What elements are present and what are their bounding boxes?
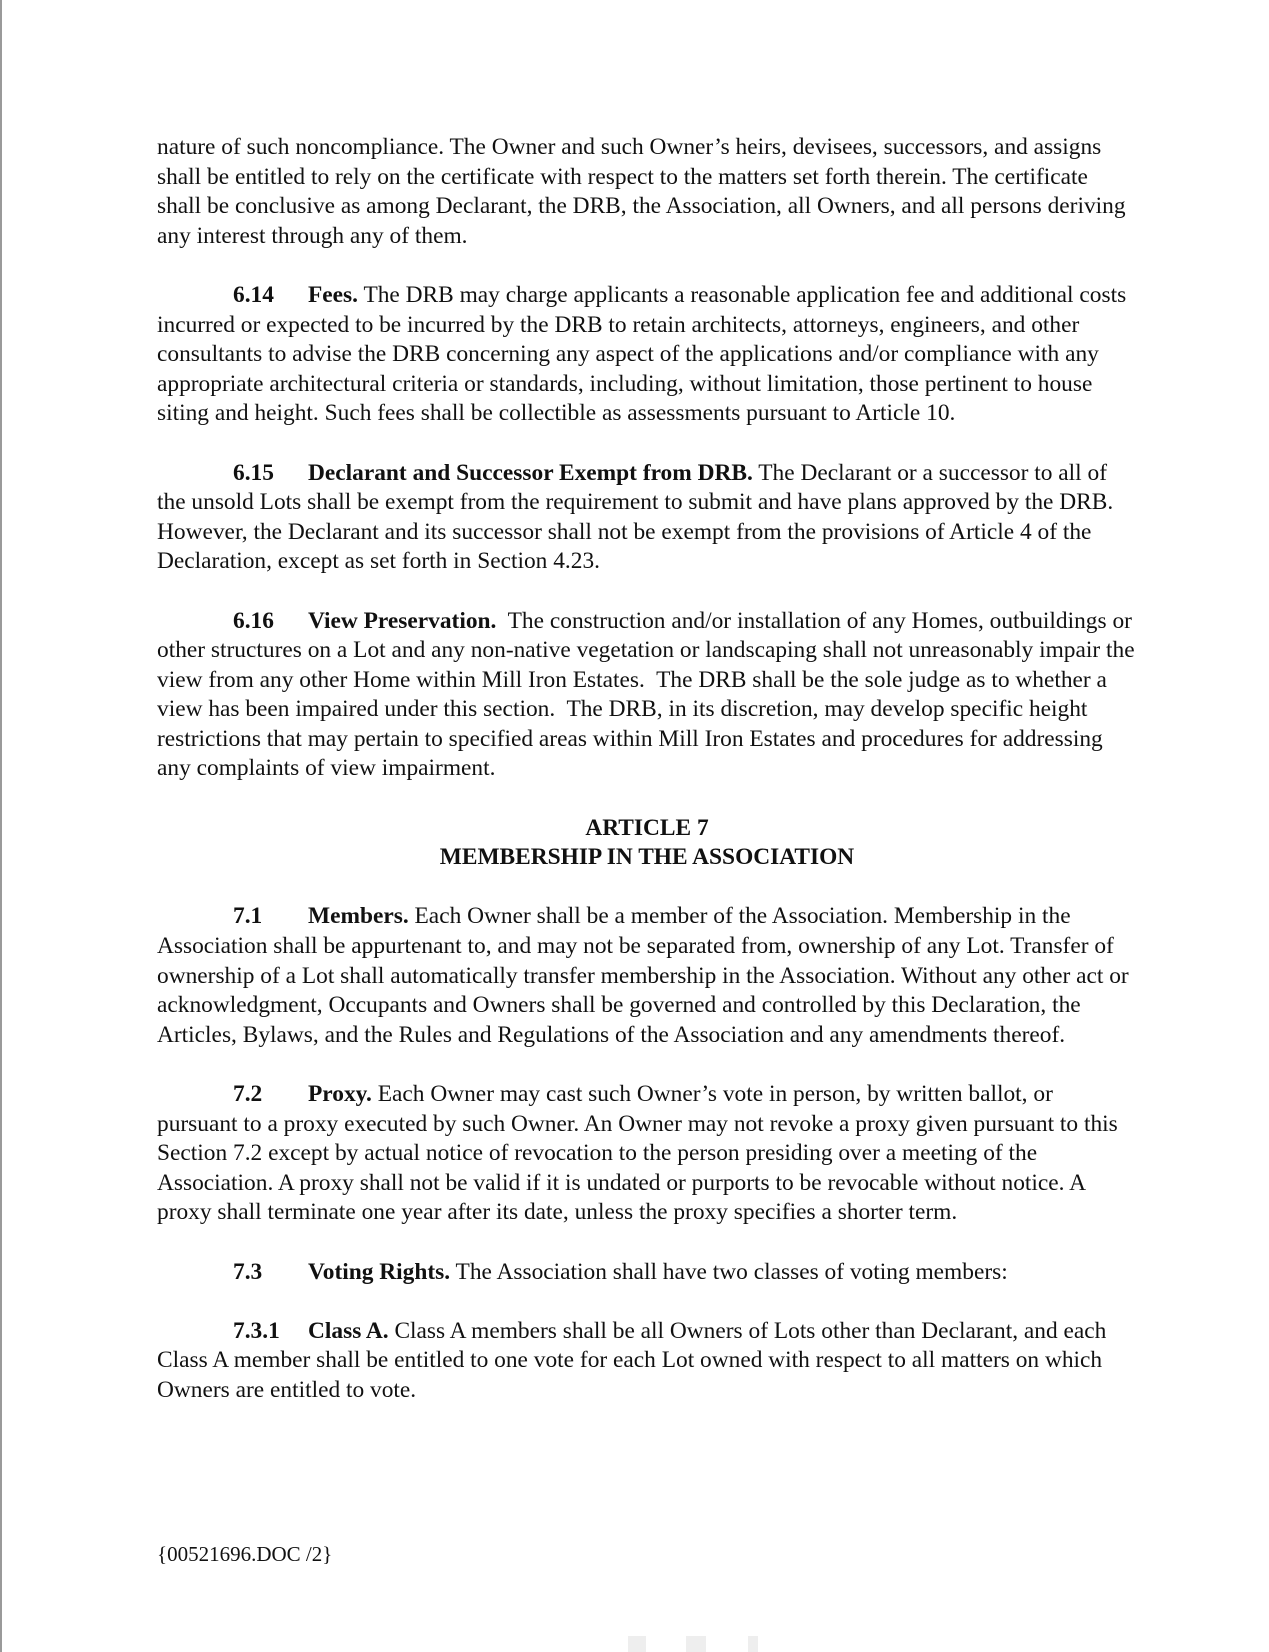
section-7-2 <box>157 1080 1137 1228</box>
section-heading: Proxy. <box>308 1081 372 1107</box>
section-6-14 <box>157 281 1137 429</box>
section-6-16 <box>157 607 1141 785</box>
section-number: 6.15 <box>233 459 274 486</box>
section-text: The Declarant or a successor to all of the unsold Lots shall be exempt from the requirement to submit and have plans approved by the DRB. However, the Declarant and its successor shall not be exempt from the provisions of Article 4 of the Declaration, except as set forth in Section 4.23. <box>157 459 1114 575</box>
section-number: 7.1 <box>233 903 263 930</box>
section-number: 7.2 <box>233 1081 263 1107</box>
section-6-15 <box>157 459 1137 577</box>
scan-artifact <box>686 1636 706 1652</box>
section-number: 6.16 <box>233 607 274 634</box>
section-7-3 <box>157 1258 1137 1288</box>
section-7-3-1 <box>157 1317 1137 1406</box>
scan-artifact <box>628 1636 646 1652</box>
section-text: Each Owner may cast such Owner’s vote in person, by written ballot, or pursuant to a proxy executed by such Owner. An Owner may not revoke a proxy given pursuant to this Section 7.2 except by actual notice of revocation to the person presiding over a meeting of the Association. A proxy shall not be valid if it is undated or purports to be revocable without notice. A proxy shall terminate one year after its date, unless the proxy specifies a shorter term. <box>157 1081 1118 1226</box>
section-heading: Members. <box>308 903 409 930</box>
article-title: MEMBERSHIP IN THE ASSOCIATION <box>439 844 855 871</box>
section-number: 7.3 <box>233 1258 263 1285</box>
section-text: The construction and/or installation of any Homes, outbuildings or other structures on a Lot and any non-native vegetation or landscaping shall not unreasonably impair the view from any other Home within Mill Iron Estates. The DRB shall be the sole judge as to whether a view has been impaired under this section. The DRB, in its discretion, may develop specific height restrictions that may pertain to specified areas within Mill Iron Estates and procedures for addressing any complaints of view impairment. <box>157 607 1141 782</box>
section-heading: Fees. <box>308 281 359 308</box>
section-text: The Association shall have two classes of voting members: <box>450 1258 1008 1285</box>
section-heading: Class A. <box>308 1317 389 1344</box>
section-heading: View Preservation. <box>308 607 497 634</box>
section-text: Class A members shall be all Owners of Lots other than Declarant, and each Class A member shall be entitled to one vote for each Lot owned with respect to all matters on which Owners are entitled to vote. <box>157 1317 1107 1403</box>
section-number: 6.14 <box>233 281 274 308</box>
section-7-1 <box>157 902 1137 1050</box>
article-heading <box>157 814 1137 873</box>
section-heading: Declarant and Successor Exempt from DRB. <box>308 459 753 486</box>
section-heading: Voting Rights. <box>308 1258 451 1285</box>
article-number: ARTICLE 7 <box>585 814 709 841</box>
section-text: The DRB may charge applicants a reasonable application fee and additional costs incurred or expected to be incurred by the DRB to retain architects, attorneys, engineers, and other consultants to advise the DRB concerning any aspect of the applications and/or compliance with any appropriate architectural criteria or standards, including, without limitation, those pertinent to house siting and height. Such fees shall be collectible as assessments pursuant to Article 10. <box>157 281 1127 427</box>
document-footer: {00521696.DOC /2} <box>157 1542 333 1566</box>
scan-artifact <box>748 1636 758 1652</box>
document-page <box>157 133 1141 1435</box>
scan-left-edge <box>0 0 2 1652</box>
section-number: 7.3.1 <box>233 1317 280 1344</box>
section-text: Each Owner shall be a member of the Association. Membership in the Association shall be appurtenant to, and may not be separated from, ownership of any Lot. Transfer of ownership of a Lot shall automatically transfer membership in the Association. Without any other act or acknowledgment, Occupants and Owners shall be governed and controlled by this Declaration, the Articles, Bylaws, and the Rules and Regulations of the Association and any amendments thereof. <box>157 903 1129 1048</box>
opening-paragraph: nature of such noncompliance. The Owner and such Owner’s heirs, devisees, successors, and assigns shall be entitled to rely on the certificate with respect to the matters set forth therein. The certificate shall be conclusive as among Declarant, the DRB, the Association, all Owners, and all persons deriving any interest through any of them. <box>157 134 1126 249</box>
